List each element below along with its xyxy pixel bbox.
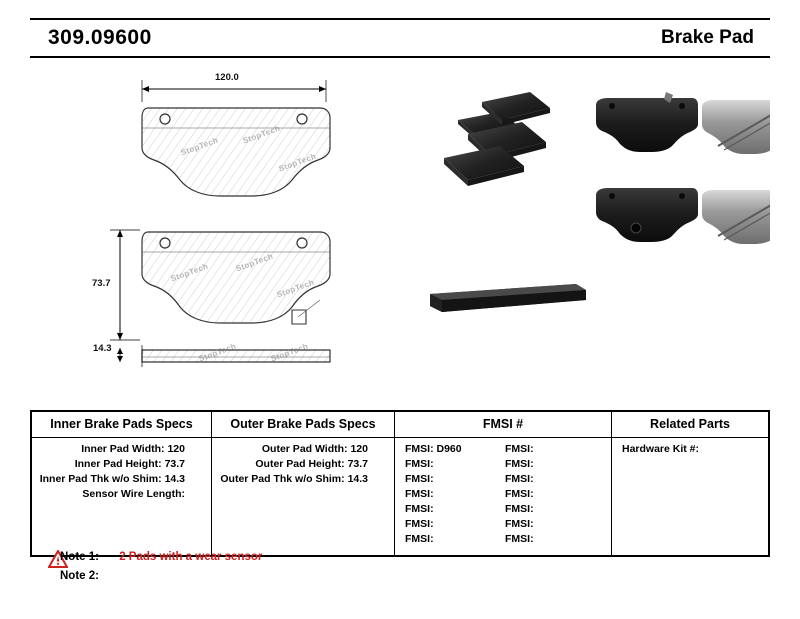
column-header-inner-specs: Inner Brake Pads Specs	[32, 412, 212, 438]
spec-value: 120	[350, 443, 368, 455]
watermark-text: StopTech	[169, 261, 210, 284]
table-header-row	[32, 412, 769, 438]
spec-row	[218, 472, 388, 487]
dimension-height-label: 73.7	[92, 278, 111, 289]
related-part-entry: Hardware Kit #:	[622, 443, 700, 455]
notes-section	[60, 548, 660, 586]
fmsi-column-left	[405, 442, 505, 547]
spec-label: Inner Pad Height:	[74, 458, 162, 470]
fmsi-entry: FMSI:	[505, 473, 534, 485]
spec-label: Outer Pad Height:	[255, 458, 345, 470]
fmsi-entry: FMSI:	[405, 503, 434, 515]
watermark-text: StopTech	[241, 123, 282, 146]
column-header-fmsi: FMSI #	[395, 412, 612, 438]
watermark-text: StopTech	[269, 341, 310, 364]
spec-label: Inner Pad Thk w/o Shim:	[39, 473, 162, 485]
fmsi-entry: FMSI:	[505, 518, 534, 530]
spec-label: Outer Pad Width:	[261, 443, 348, 455]
page-title: Brake Pad	[661, 27, 754, 48]
spec-label: Inner Pad Width:	[81, 443, 165, 455]
spec-label: Sensor Wire Length:	[82, 488, 185, 500]
column-header-related-parts: Related Parts	[612, 412, 769, 438]
spec-row	[218, 442, 388, 457]
note-1-text: 2 Pads with a wear sensor	[119, 551, 263, 563]
spec-value: 73.7	[164, 458, 185, 470]
pad-outline-drawing	[30, 62, 770, 392]
watermark-text: StopTech	[179, 135, 220, 158]
note-1-label: Note 1:	[60, 551, 99, 563]
spec-label: Outer Pad Thk w/o Shim:	[220, 473, 345, 485]
spec-row	[38, 487, 205, 502]
fmsi-column-right	[505, 442, 605, 547]
inner-specs-cell	[32, 438, 212, 556]
fmsi-entry: FMSI: D960	[405, 443, 462, 455]
spec-row	[38, 457, 205, 472]
fmsi-entry: FMSI:	[505, 488, 534, 500]
fmsi-entry: FMSI:	[405, 473, 434, 485]
note-2	[60, 567, 660, 586]
outer-specs-cell	[212, 438, 395, 556]
related-parts-cell	[612, 438, 769, 556]
fmsi-entry: FMSI:	[405, 533, 434, 545]
note-2-label: Note 2:	[60, 570, 99, 582]
fmsi-entry: FMSI:	[505, 443, 534, 455]
spec-value: 120	[167, 443, 185, 455]
spec-row	[38, 472, 205, 487]
header-bar	[30, 18, 770, 58]
watermark-text: StopTech	[277, 151, 318, 174]
fmsi-entry: FMSI:	[405, 488, 434, 500]
column-header-outer-specs: Outer Brake Pads Specs	[212, 412, 395, 438]
watermark-text: StopTech	[234, 251, 275, 274]
fmsi-cell	[395, 438, 612, 556]
dimension-thickness-label: 14.3	[93, 343, 112, 354]
spec-row	[218, 457, 388, 472]
part-number: 309.09600	[48, 26, 152, 49]
note-1	[60, 548, 660, 567]
photo-pad-edge-view	[430, 284, 586, 312]
fmsi-entry: FMSI:	[405, 458, 434, 470]
fmsi-entry: FMSI:	[505, 458, 534, 470]
fmsi-entry: FMSI:	[405, 518, 434, 530]
technical-drawing-area	[30, 62, 770, 392]
spec-value: 14.3	[164, 473, 185, 485]
photo-pad-set-angled	[444, 92, 550, 186]
specs-table	[30, 410, 770, 557]
dimension-width-label: 120.0	[215, 72, 239, 83]
watermark-text: StopTech	[275, 277, 316, 300]
fmsi-entry: FMSI:	[505, 503, 534, 515]
fmsi-entry: FMSI:	[505, 533, 534, 545]
spec-value: 14.3	[347, 473, 368, 485]
spec-value: 73.7	[347, 458, 368, 470]
photo-pad-grid	[596, 92, 770, 244]
spec-row	[38, 442, 205, 457]
watermark-text: StopTech	[197, 341, 238, 364]
